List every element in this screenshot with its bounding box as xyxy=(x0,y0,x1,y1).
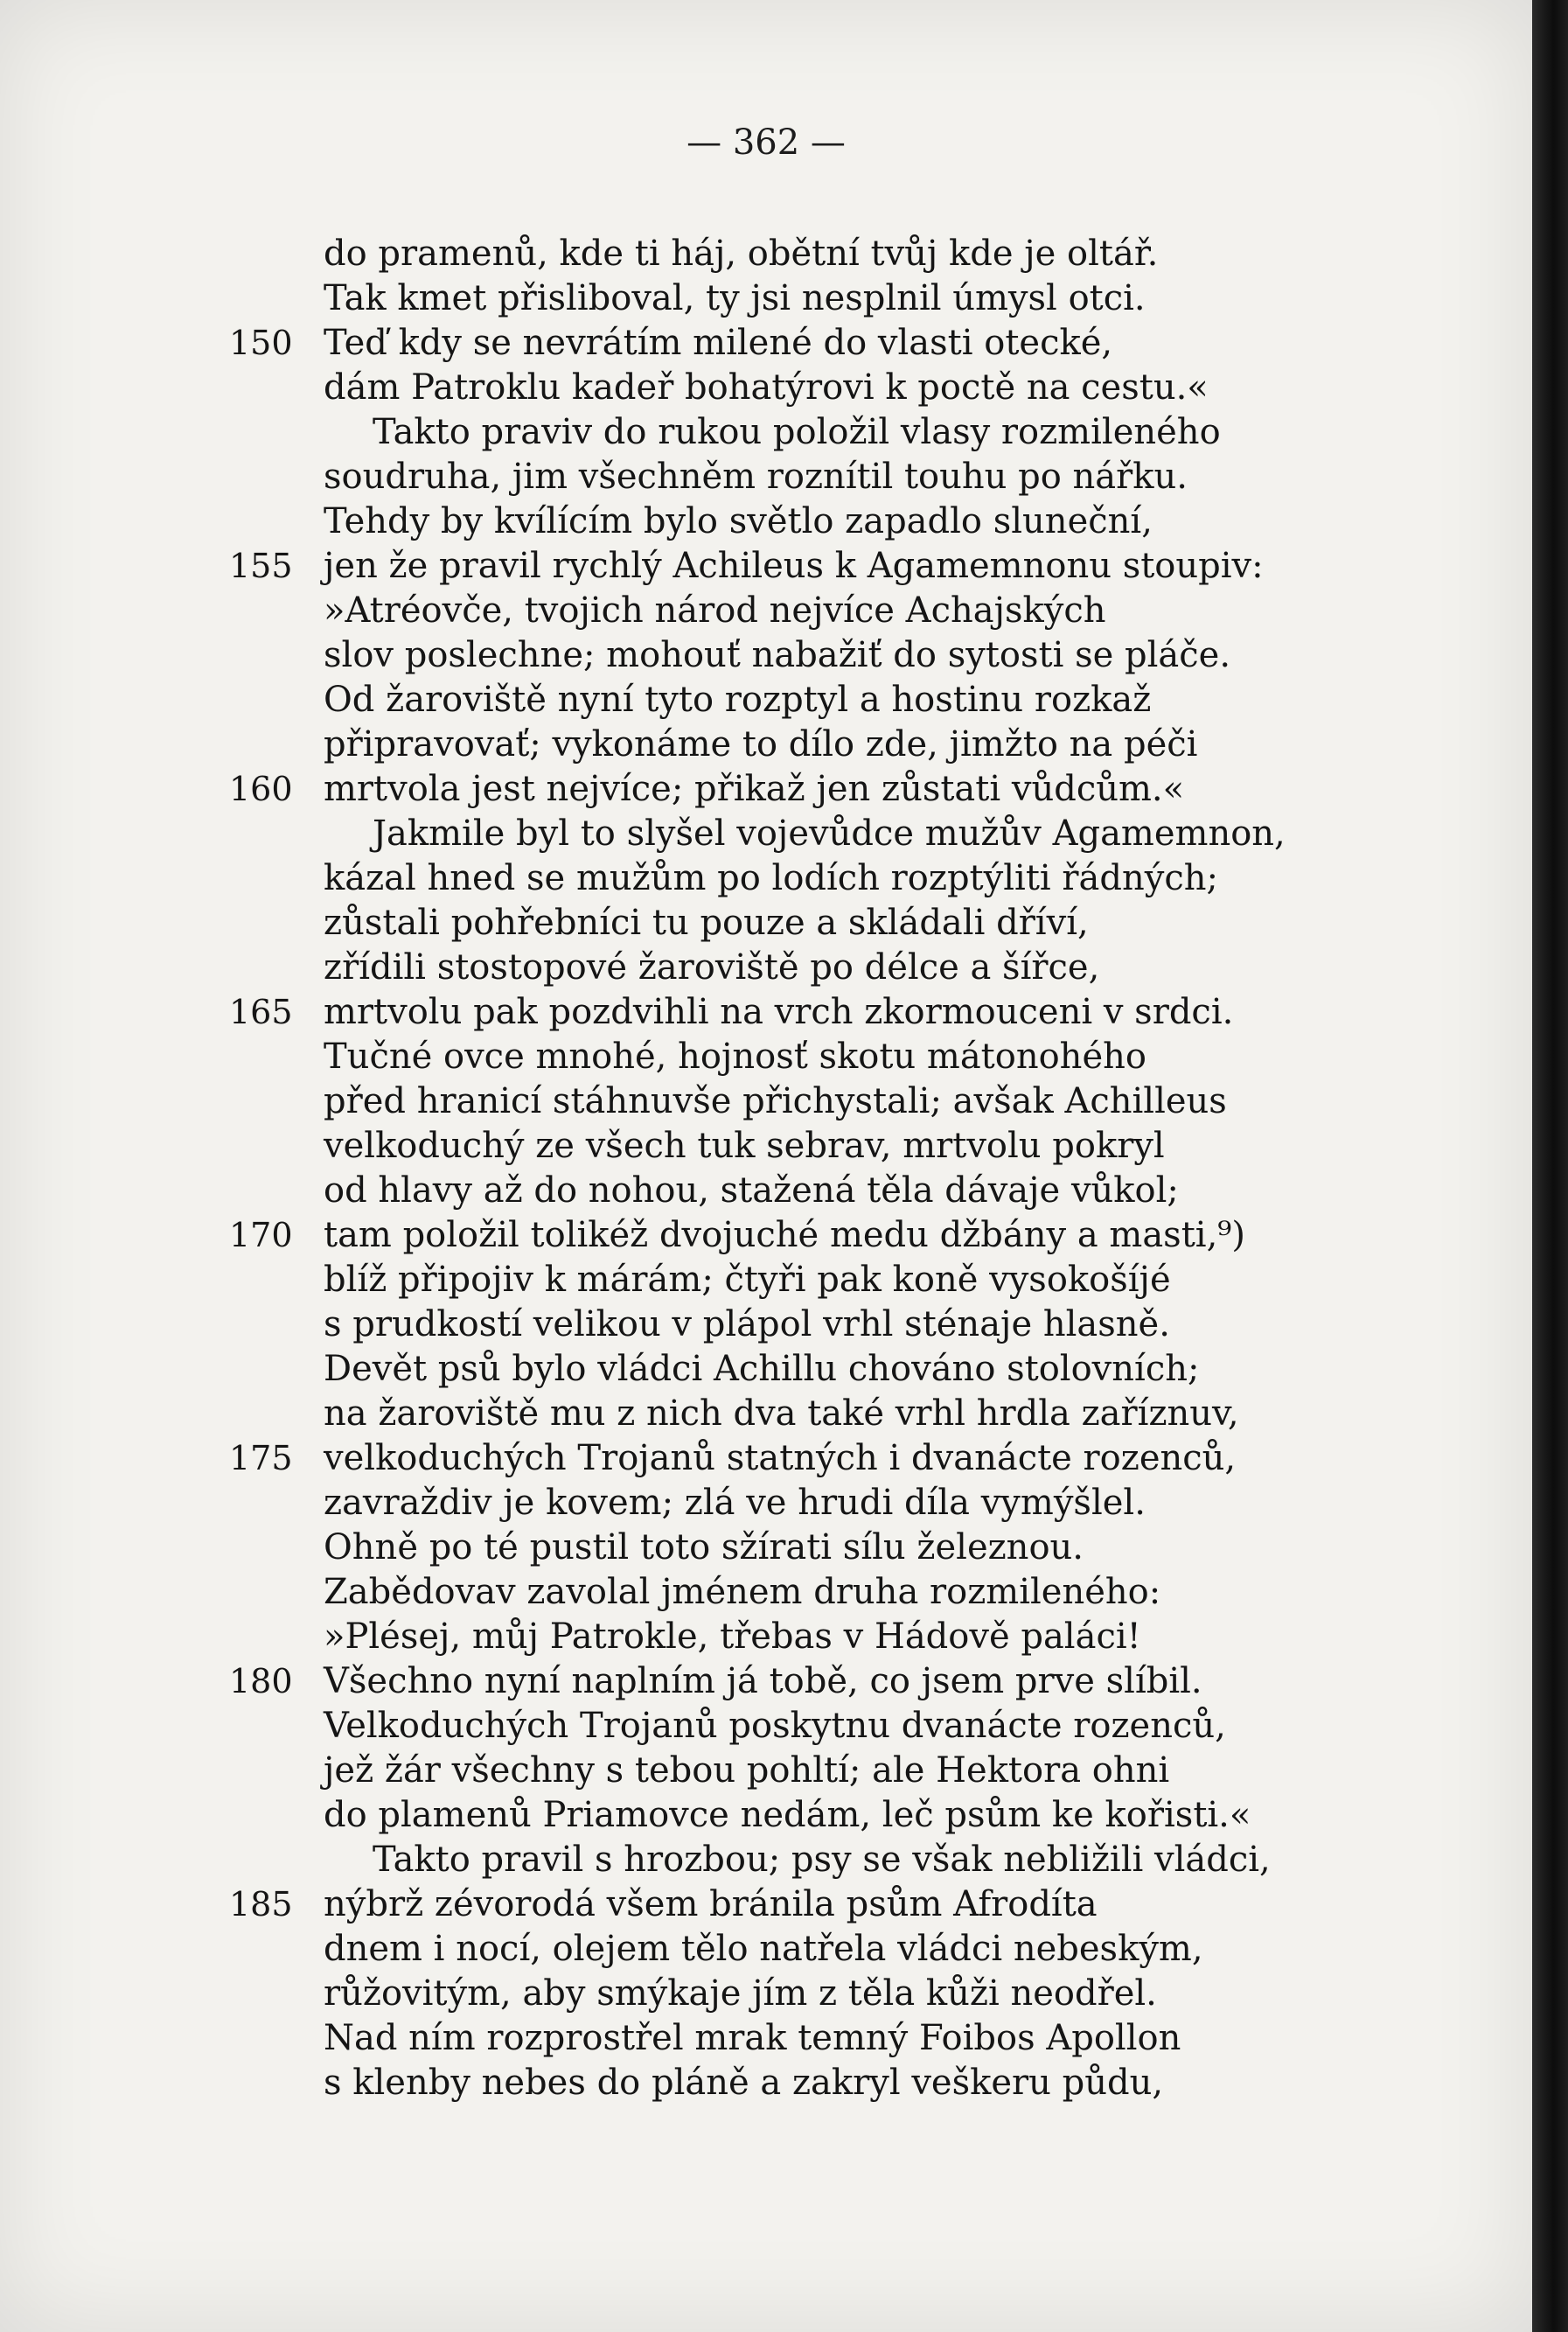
line-text: do plamenů Priamovce nedám, leč psům ke kořisti.« xyxy=(324,1795,1251,1835)
line-text: od hlavy až do nohou, stažená těla dávaje vůkol; xyxy=(324,1170,1179,1211)
line-text: Velkoduchých Trojanů poskytnu dvanácte rozenců, xyxy=(324,1706,1226,1746)
line-text: jež žár všechny s tebou pohltí; ale Hektora ohni xyxy=(324,1750,1170,1791)
line-text: Tak kmet přisliboval, ty jsi nesplnil úmysl otci. xyxy=(324,278,1146,318)
page-number: — 362 — xyxy=(686,122,846,163)
line-text: připravovať; vykonáme to dílo zde, jimžto na péči xyxy=(324,724,1198,765)
line-text: Od žaroviště nyní tyto rozptyl a hostinu rozkaž xyxy=(324,680,1152,720)
line-text: s klenby nebes do pláně a zakryl veškeru půdu, xyxy=(324,2063,1164,2103)
line-text: nýbrž zévorodá všem bránila psům Afrodíta xyxy=(324,1884,1098,1924)
line-text: zavraždiv je kovem; zlá ve hrudi díla vymýšlel. xyxy=(324,1483,1146,1523)
line-text: kázal hned se mužům po lodích rozptýliti řádných; xyxy=(324,858,1218,898)
line-text: Takto pravil s hrozbou; psy se však nebližili vládci, xyxy=(373,1840,1271,1880)
line-text: mrtvola jest nejvíce; přikaž jen zůstati vůdcům.« xyxy=(324,769,1185,809)
line-text: Takto praviv do rukou položil vlasy rozmileného xyxy=(373,412,1221,452)
line-text: velkoduchý ze všech tuk sebrav, mrtvolu pokryl xyxy=(324,1126,1165,1166)
line-number: 185 xyxy=(229,1885,293,1924)
line-text: Ohně po té pustil toto sžírati sílu železnou. xyxy=(324,1527,1084,1567)
line-text: Nad ním rozprostřel mrak temný Foibos Apollon xyxy=(324,2018,1181,2058)
line-text: Všechno nyní naplním já tobě, co jsem prve slíbil. xyxy=(324,1661,1202,1701)
line-number: 150 xyxy=(229,324,293,362)
line-number: 165 xyxy=(229,993,293,1031)
line-text: dám Patroklu kadeř bohatýrovi k poctě na cestu.« xyxy=(324,367,1209,408)
line-text: před hranicí stáhnuvše přichystali; avšak Achilleus xyxy=(324,1081,1227,1121)
line-text: velkoduchých Trojanů statných i dvanácte rozenců, xyxy=(324,1438,1237,1478)
line-number: 175 xyxy=(229,1439,293,1477)
line-text: soudruha, jim všechněm roznítil touhu po nářku. xyxy=(324,457,1188,497)
line-text: Tučné ovce mnohé, hojnosť skotu mátonohého xyxy=(324,1037,1146,1077)
line-number: 160 xyxy=(229,770,293,808)
line-text: Devět psů bylo vládci Achillu chováno stolovních; xyxy=(324,1349,1200,1389)
line-number: 180 xyxy=(229,1662,293,1700)
line-number: 155 xyxy=(229,547,293,585)
line-text: na žaroviště mu z nich dva také vrhl hrdla zaříznuv, xyxy=(324,1393,1239,1434)
line-text: mrtvolu pak pozdvihli na vrch zkormouceni v srdci. xyxy=(324,992,1234,1032)
line-text: zůstali pohřebníci tu pouze a skládali dříví, xyxy=(324,903,1089,943)
line-text: jen že pravil rychlý Achileus k Agamemnonu stoupiv: xyxy=(324,546,1264,586)
line-text: »Atréovče, tvojich národ nejvíce Achajských xyxy=(324,590,1106,631)
line-text: do pramenů, kde ti háj, obětní tvůj kde je oltář. xyxy=(324,234,1159,274)
line-text: dnem i nocí, olejem tělo natřela vládci nebeským, xyxy=(324,1929,1203,1969)
line-text: Zabědovav zavolal jménem druha rozmileného: xyxy=(324,1572,1161,1612)
line-text: s prudkostí velikou v plápol vrhl sténaje hlasně. xyxy=(324,1304,1170,1344)
line-text: blíž připojiv k márám; čtyři pak koně vysokošíjé xyxy=(324,1260,1171,1300)
page-edge xyxy=(1532,0,1568,2332)
line-text: Tehdy by kvílícím bylo světlo zapadlo sluneční, xyxy=(324,501,1153,541)
line-text: Jakmile byl to slyšel vojevůdce mužův Agamemnon, xyxy=(373,813,1286,854)
line-number: 170 xyxy=(229,1216,293,1254)
line-text: slov poslechne; mohouť nabažiť do sytosti se pláče. xyxy=(324,635,1231,675)
line-text: Teď kdy se nevrátím milené do vlasti otecké, xyxy=(324,323,1113,363)
line-text: zřídili stostopové žaroviště po délce a šířce, xyxy=(324,947,1100,988)
line-text: tam položil tolikéž dvojuché medu džbány a masti,⁹) xyxy=(324,1215,1245,1255)
line-text: »Plésej, můj Patrokle, třebas v Hádově paláci! xyxy=(324,1616,1141,1657)
line-text: růžovitým, aby smýkaje jím z těla kůži neodřel. xyxy=(324,1973,1157,2014)
